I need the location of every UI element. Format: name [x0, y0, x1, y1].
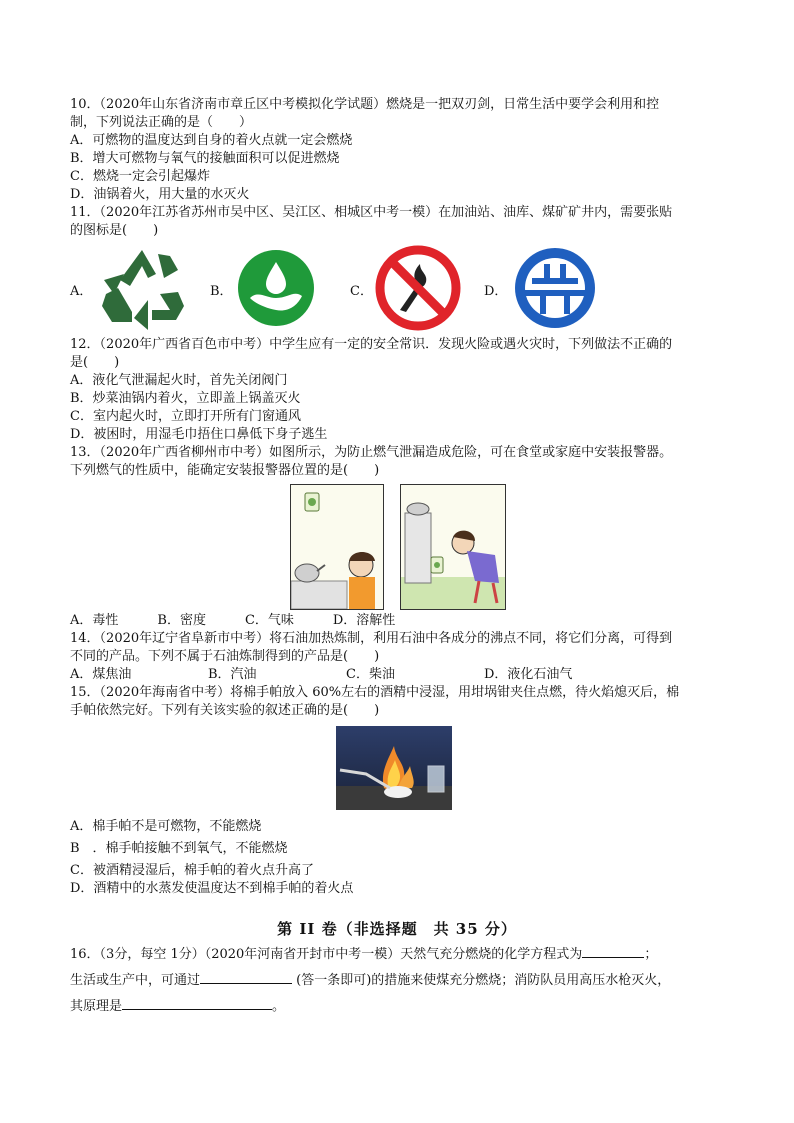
- q11-stem-line1: 11．（2020年江苏省苏州市吴中区、吴江区、相城区中考一模）在加油站、油库、煤矿矿井内，需要张贴: [70, 205, 673, 220]
- q11-icon-options: [70, 244, 730, 332]
- q14-option-b: B．汽油: [208, 667, 257, 682]
- q10-option-c: C．燃烧一定会引起爆炸: [70, 169, 210, 184]
- q10-option-b: B．增大可燃物与氧气的接触面积可以促进燃烧: [70, 151, 340, 166]
- q16-part1-text: 16．（3分，每空 1分）（2020年河南省开封市中考一模）天然气充分燃烧的化学方程式为: [70, 947, 583, 962]
- q10-option-d: D．油锅着火，用大量的水灭火: [70, 187, 250, 202]
- q12-option-a: A．液化气泄漏起火时，首先关闭阀门: [70, 373, 288, 388]
- q12-option-d: D．被困时，用湿毛巾捂住口鼻低下身子逃生: [70, 427, 328, 442]
- gas-alarm-low-illustration: [400, 484, 506, 610]
- q11-label-b: B．: [210, 284, 233, 299]
- q10-stem-line2: 制，下列说法正确的是（ ）: [70, 115, 253, 130]
- q14-stem-line2: 不同的产品。下列不属于石油炼制得到的产品是( ): [70, 649, 380, 664]
- recycle-icon: [98, 244, 186, 330]
- q16-part2b-text: (答一条即可)的措施来使煤充分燃烧；消防队员用高压水枪灭火，: [292, 973, 671, 988]
- q15-option-b: B ．棉手帕接触不到氧气，不能燃烧: [70, 841, 288, 856]
- q12-option-c: C．室内起火时，立即打开所有门窗通风: [70, 409, 301, 424]
- q13-options: A．毒性 B．密度 C．气味 D．溶解性: [70, 613, 396, 628]
- section-title: 第 II 卷（非选择题 共 35 分）: [277, 920, 517, 938]
- q15-option-d: D．酒精中的水蒸发使温度达不到棉手帕的着火点: [70, 881, 354, 896]
- q11-label-c: C．: [350, 284, 373, 299]
- q12-stem-line1: 12．（2020年广西省百色市中考）中学生应有一定的安全常识．发现火险或遇火灾时，下列做法不正确的: [70, 337, 673, 352]
- q16-line1: [70, 944, 657, 963]
- q13-stem-line2: 下列燃气的性质中，能确定安装报警器位置的是( ): [70, 463, 380, 478]
- gas-alarm-high-illustration: [290, 484, 384, 610]
- q16-part1-end: ；: [644, 947, 658, 962]
- water-saving-icon: [236, 248, 316, 328]
- q10-stem-line1: 10．（2020年山东省济南市章丘区中考模拟化学试题）燃烧是一把双刃剑，日常生活中要学会利用和控: [70, 97, 660, 112]
- q11-stem-line2: 的图标是( ): [70, 223, 159, 238]
- q14-stem-line1: 14．（2020年辽宁省阜新市中考）将石油加热炼制，利用石油中各成分的沸点不同，将它们分离，可得到: [70, 631, 673, 646]
- q16-part3a-text: 其原理是: [70, 999, 123, 1014]
- q14-option-c: C．柴油: [346, 667, 395, 682]
- national-energy-saving-icon: [510, 244, 600, 332]
- q16-answer-blank-1[interactable]: [582, 944, 644, 958]
- q10-option-a: A．可燃物的温度达到自身的着火点就一定会燃烧: [70, 133, 353, 148]
- q15-stem-line2: 手帕依然完好。下列有关该实验的叙述正确的是( ): [70, 703, 380, 718]
- no-fire-icon: [374, 244, 462, 332]
- q15-option-c: C．被酒精浸湿后，棉手帕的着火点升高了: [70, 863, 314, 878]
- q15-stem-line1: 15．（2020年海南省中考）将棉手帕放入 60%左右的酒精中浸湿，用坩埚钳夹住点燃，待火焰熄灭后，棉: [70, 685, 680, 700]
- q14-option-a: A．煤焦油: [70, 667, 132, 682]
- q12-stem-line2: 是( ): [70, 355, 120, 370]
- q16-part3-end: 。: [272, 999, 286, 1014]
- q12-option-b: B．炒菜油锅内着火，立即盖上锅盖灭火: [70, 391, 301, 406]
- q15-option-a: A．棉手帕不是可燃物，不能燃烧: [70, 819, 262, 834]
- q13-stem-line1: 13．（2020年广西省柳州市中考）如图所示，为防止燃气泄漏造成危险，可在食堂或家庭中安装报警器。: [70, 445, 673, 460]
- q16-line3: [70, 996, 285, 1015]
- q16-answer-blank-3[interactable]: [122, 996, 272, 1010]
- q16-line2: [70, 970, 670, 989]
- q14-option-d: D．液化石油气: [484, 667, 573, 682]
- q11-label-a: A．: [70, 284, 93, 299]
- q16-answer-blank-2[interactable]: [200, 970, 292, 984]
- burning-handkerchief-photo: [336, 726, 452, 810]
- q16-part2a-text: 生活或生产中，可通过: [70, 973, 201, 988]
- q11-label-d: D．: [484, 284, 508, 299]
